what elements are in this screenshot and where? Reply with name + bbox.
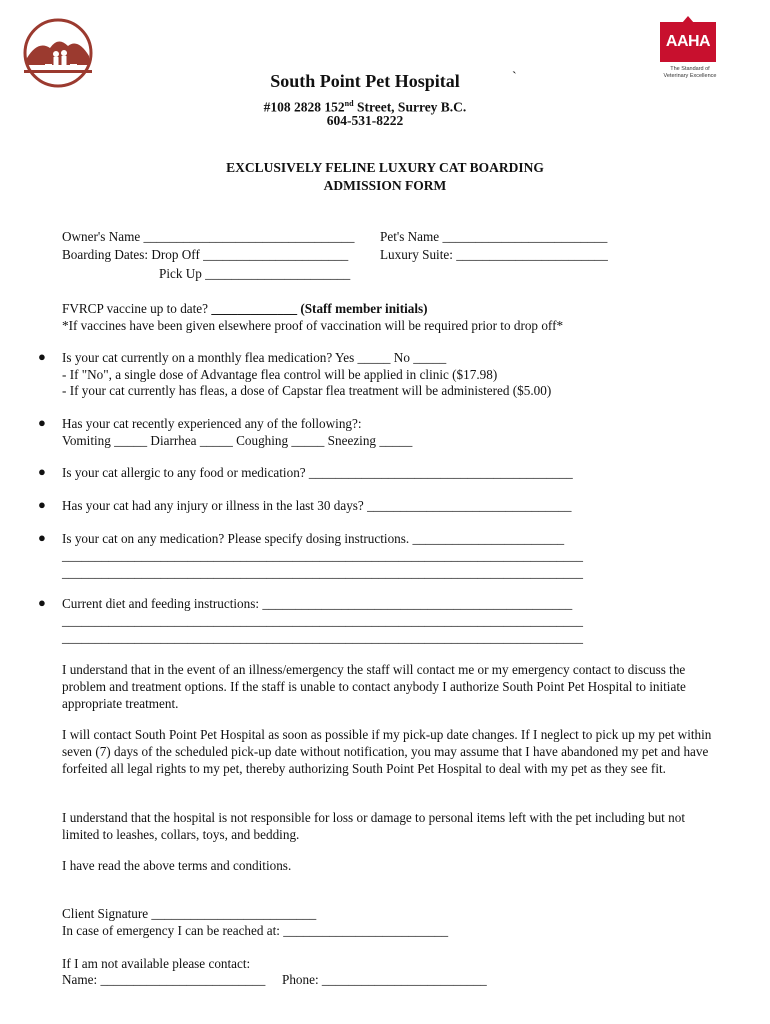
symptoms-question: Has your cat recently experienced any of the following?: [62,416,362,431]
medication-question[interactable]: Is your cat on any medication? Please specify dosing instructions. _______________________ [62,531,565,546]
diet-line-3[interactable]: _______________________________________________________________________________ [62,630,583,645]
diet-question[interactable]: Current diet and feeding instructions: _______________________________________________ [62,596,573,611]
address-prefix: #108 2828 152 [263,99,345,115]
bullet-icon: ● [38,349,46,364]
staff-initials-field[interactable]: _____________ (Staff member initials) [211,301,428,316]
alt-contact-label: If I am not available please contact: [62,956,251,971]
form-title-line2: ADMISSION FORM [323,178,447,193]
vaccine-question-text: FVRCP vaccine up to date? [62,301,212,316]
emergency-contact-field[interactable]: In case of emergency I can be reached at: _________________________ [62,923,449,938]
aaha-tagline: The Standard of Veterinary Excellence [663,66,717,79]
bullet-icon: ● [38,595,46,610]
client-signature-field[interactable]: Client Signature _________________________ [62,906,317,921]
luxury-suite-field[interactable]: Luxury Suite: _______________________ [380,247,608,262]
aaha-brand: AAHA [660,22,716,62]
bullet-icon: ● [38,464,46,479]
bullet-icon: ● [38,530,46,545]
terms-emergency: I understand that in the event of an illness/emergency the staff will contact me or my emergency contact to discuss the problem and treatment options. If the staff is unable to contact anybody I authorize South Point Pet Hospital to initiate appropriate treatment. [62,662,686,711]
terms-liability: I understand that the hospital is not responsible for loss or damage to personal items left with the pet including but not limited to leashes, collars, toys, and bedding. [62,810,685,842]
alt-contact-name-field[interactable]: Name: _________________________ [62,972,266,987]
bullet-icon: ● [38,497,46,512]
flea-question[interactable]: Is your cat currently on a monthly flea medication? Yes _____ No _____ [62,350,447,365]
medication-line-3[interactable]: _______________________________________________________________________________ [62,565,583,580]
injury-question[interactable]: Has your cat had any injury or illness in the last 30 days? _______________________________ [62,498,572,513]
vaccine-note: *If vaccines have been given elsewhere proof of vaccination will be required prior to drop off* [62,318,564,333]
bullet-icon: ● [38,415,46,430]
terms-acknowledgement: I have read the above terms and conditions. [62,858,292,873]
medication-line-2[interactable]: _______________________________________________________________________________ [62,548,583,563]
drop-off-field[interactable]: Boarding Dates: Drop Off ______________________ [62,247,349,262]
hospital-name [0,70,730,92]
terms-pickup: I will contact South Point Pet Hospital as soon as possible if my pick-up date changes. If I neglect to pick up my pet within seven (7) days of the scheduled pick-up date without notification, you may assume that I have abandoned my pet and have forfeited all legal rights to my pet, thereby authorizing South Point Pet Hospital to deal with my pet as they see fit. [62,727,712,776]
stray-tick: ` [512,70,517,85]
address-suffix: Street, Surrey B.C. [353,99,467,115]
hospital-name-text: South Point Pet Hospital [270,71,460,91]
symptoms-fields[interactable]: Vomiting _____ Diarrhea _____ Coughing _____ Sneezing _____ [62,433,413,448]
diet-line-2[interactable]: _______________________________________________________________________________ [62,613,583,628]
alt-contact-phone-field[interactable]: Phone: _________________________ [282,972,487,987]
hospital-phone: 604-531-8222 [326,113,404,128]
address-sup: nd [344,99,354,108]
flea-note-advantage: - If "No", a single dose of Advantage flea control will be applied in clinic ($17.98) [62,367,498,382]
pick-up-field[interactable]: Pick Up ______________________ [159,266,351,281]
owner-name-field[interactable]: Owner's Name ________________________________ [62,229,355,244]
form-title-line1: EXCLUSIVELY FELINE LUXURY CAT BOARDING [226,160,544,175]
pet-name-field[interactable]: Pet's Name _________________________ [380,229,608,244]
flea-note-capstar: - If your cat currently has fleas, a dose of Capstar flea treatment will be administered ($5.00) [62,383,552,398]
allergy-question[interactable]: Is your cat allergic to any food or medication? ________________________________________ [62,465,573,480]
vaccine-question [62,301,428,317]
